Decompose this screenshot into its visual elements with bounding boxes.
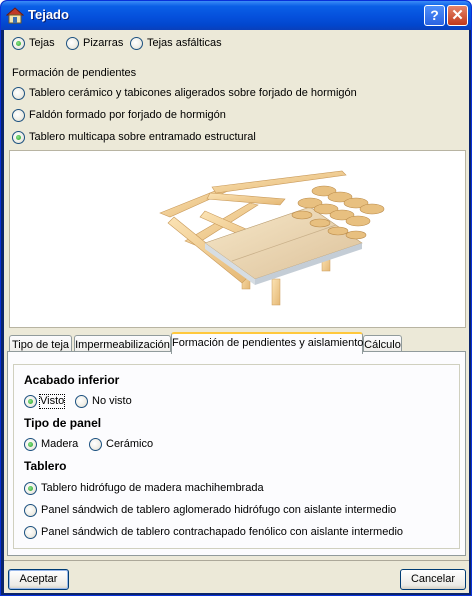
slope-formation-heading: Formación de pendientes: [12, 67, 137, 79]
house-icon: [6, 7, 24, 24]
panel-group-box: [13, 364, 460, 549]
roof-preview-panel: [9, 150, 466, 328]
acabado-inferior-heading: Acabado inferior: [24, 373, 120, 387]
close-button[interactable]: ✕: [447, 5, 468, 26]
tablero-heading: Tablero: [24, 459, 67, 473]
label-tablero-ceramico[interactable]: Tablero cerámico y tabicones aligerados sobre forjado de hormigón: [29, 87, 357, 99]
radio-tejas[interactable]: [12, 37, 25, 50]
label-tablero-multicapa[interactable]: Tablero multicapa sobre entramado estructural: [29, 131, 256, 143]
label-visto[interactable]: Visto: [40, 395, 65, 407]
title-bar[interactable]: [1, 1, 471, 30]
dialog-client: [4, 30, 469, 593]
radio-panel-aglomerado[interactable]: [24, 504, 37, 517]
label-panel-contrachapado[interactable]: Panel sándwich de tablero contrachapado fenólico con aislante intermedio: [41, 526, 404, 538]
label-pizarras[interactable]: Pizarras: [83, 37, 124, 49]
radio-tablero-ceramico[interactable]: [12, 87, 25, 100]
radio-pizarras[interactable]: [66, 37, 79, 50]
tab-panel: [7, 351, 466, 556]
radio-tejas-asfalticas[interactable]: [130, 37, 143, 50]
window-title: Tejado: [28, 7, 69, 22]
radio-madera[interactable]: [24, 438, 37, 451]
label-tablero-hidrofugo[interactable]: Tablero hidrófugo de madera machihembrada: [41, 482, 264, 494]
tipo-panel-heading: Tipo de panel: [24, 416, 102, 430]
radio-panel-contrachapado[interactable]: [24, 526, 37, 539]
label-panel-aglomerado[interactable]: Panel sándwich de tablero aglomerado hidrófugo con aislante intermedio: [41, 504, 397, 516]
radio-no-visto[interactable]: [75, 395, 88, 408]
label-ceramico[interactable]: Cerámico: [106, 438, 154, 450]
radio-tablero-multicapa[interactable]: [12, 131, 25, 144]
label-no-visto[interactable]: No visto: [92, 395, 132, 407]
label-tejas-asfalticas[interactable]: Tejas asfálticas: [147, 37, 222, 49]
radio-ceramico[interactable]: [89, 438, 102, 451]
tab-tipo-de-teja[interactable]: Tipo de teja: [9, 335, 72, 354]
radio-faldon[interactable]: [12, 109, 25, 122]
label-tejas[interactable]: Tejas: [29, 37, 55, 49]
tab-calculo[interactable]: Cálculo: [363, 335, 402, 354]
label-faldon[interactable]: Faldón formado por forjado de hormigón: [29, 109, 226, 121]
roof-3d-illustration: [10, 151, 465, 327]
accept-button[interactable]: Aceptar: [8, 569, 69, 590]
label-madera[interactable]: Madera: [41, 438, 79, 450]
cancel-button[interactable]: Cancelar: [400, 569, 466, 590]
footer-separator: [4, 560, 469, 561]
radio-visto[interactable]: [24, 395, 37, 408]
radio-tablero-hidrofugo[interactable]: [24, 482, 37, 495]
tab-formacion-pendientes-aislamiento[interactable]: Formación de pendientes y aislamiento: [171, 332, 363, 354]
tab-impermeabilizacion[interactable]: Impermeabilización: [74, 335, 171, 354]
help-button[interactable]: ?: [424, 5, 445, 26]
